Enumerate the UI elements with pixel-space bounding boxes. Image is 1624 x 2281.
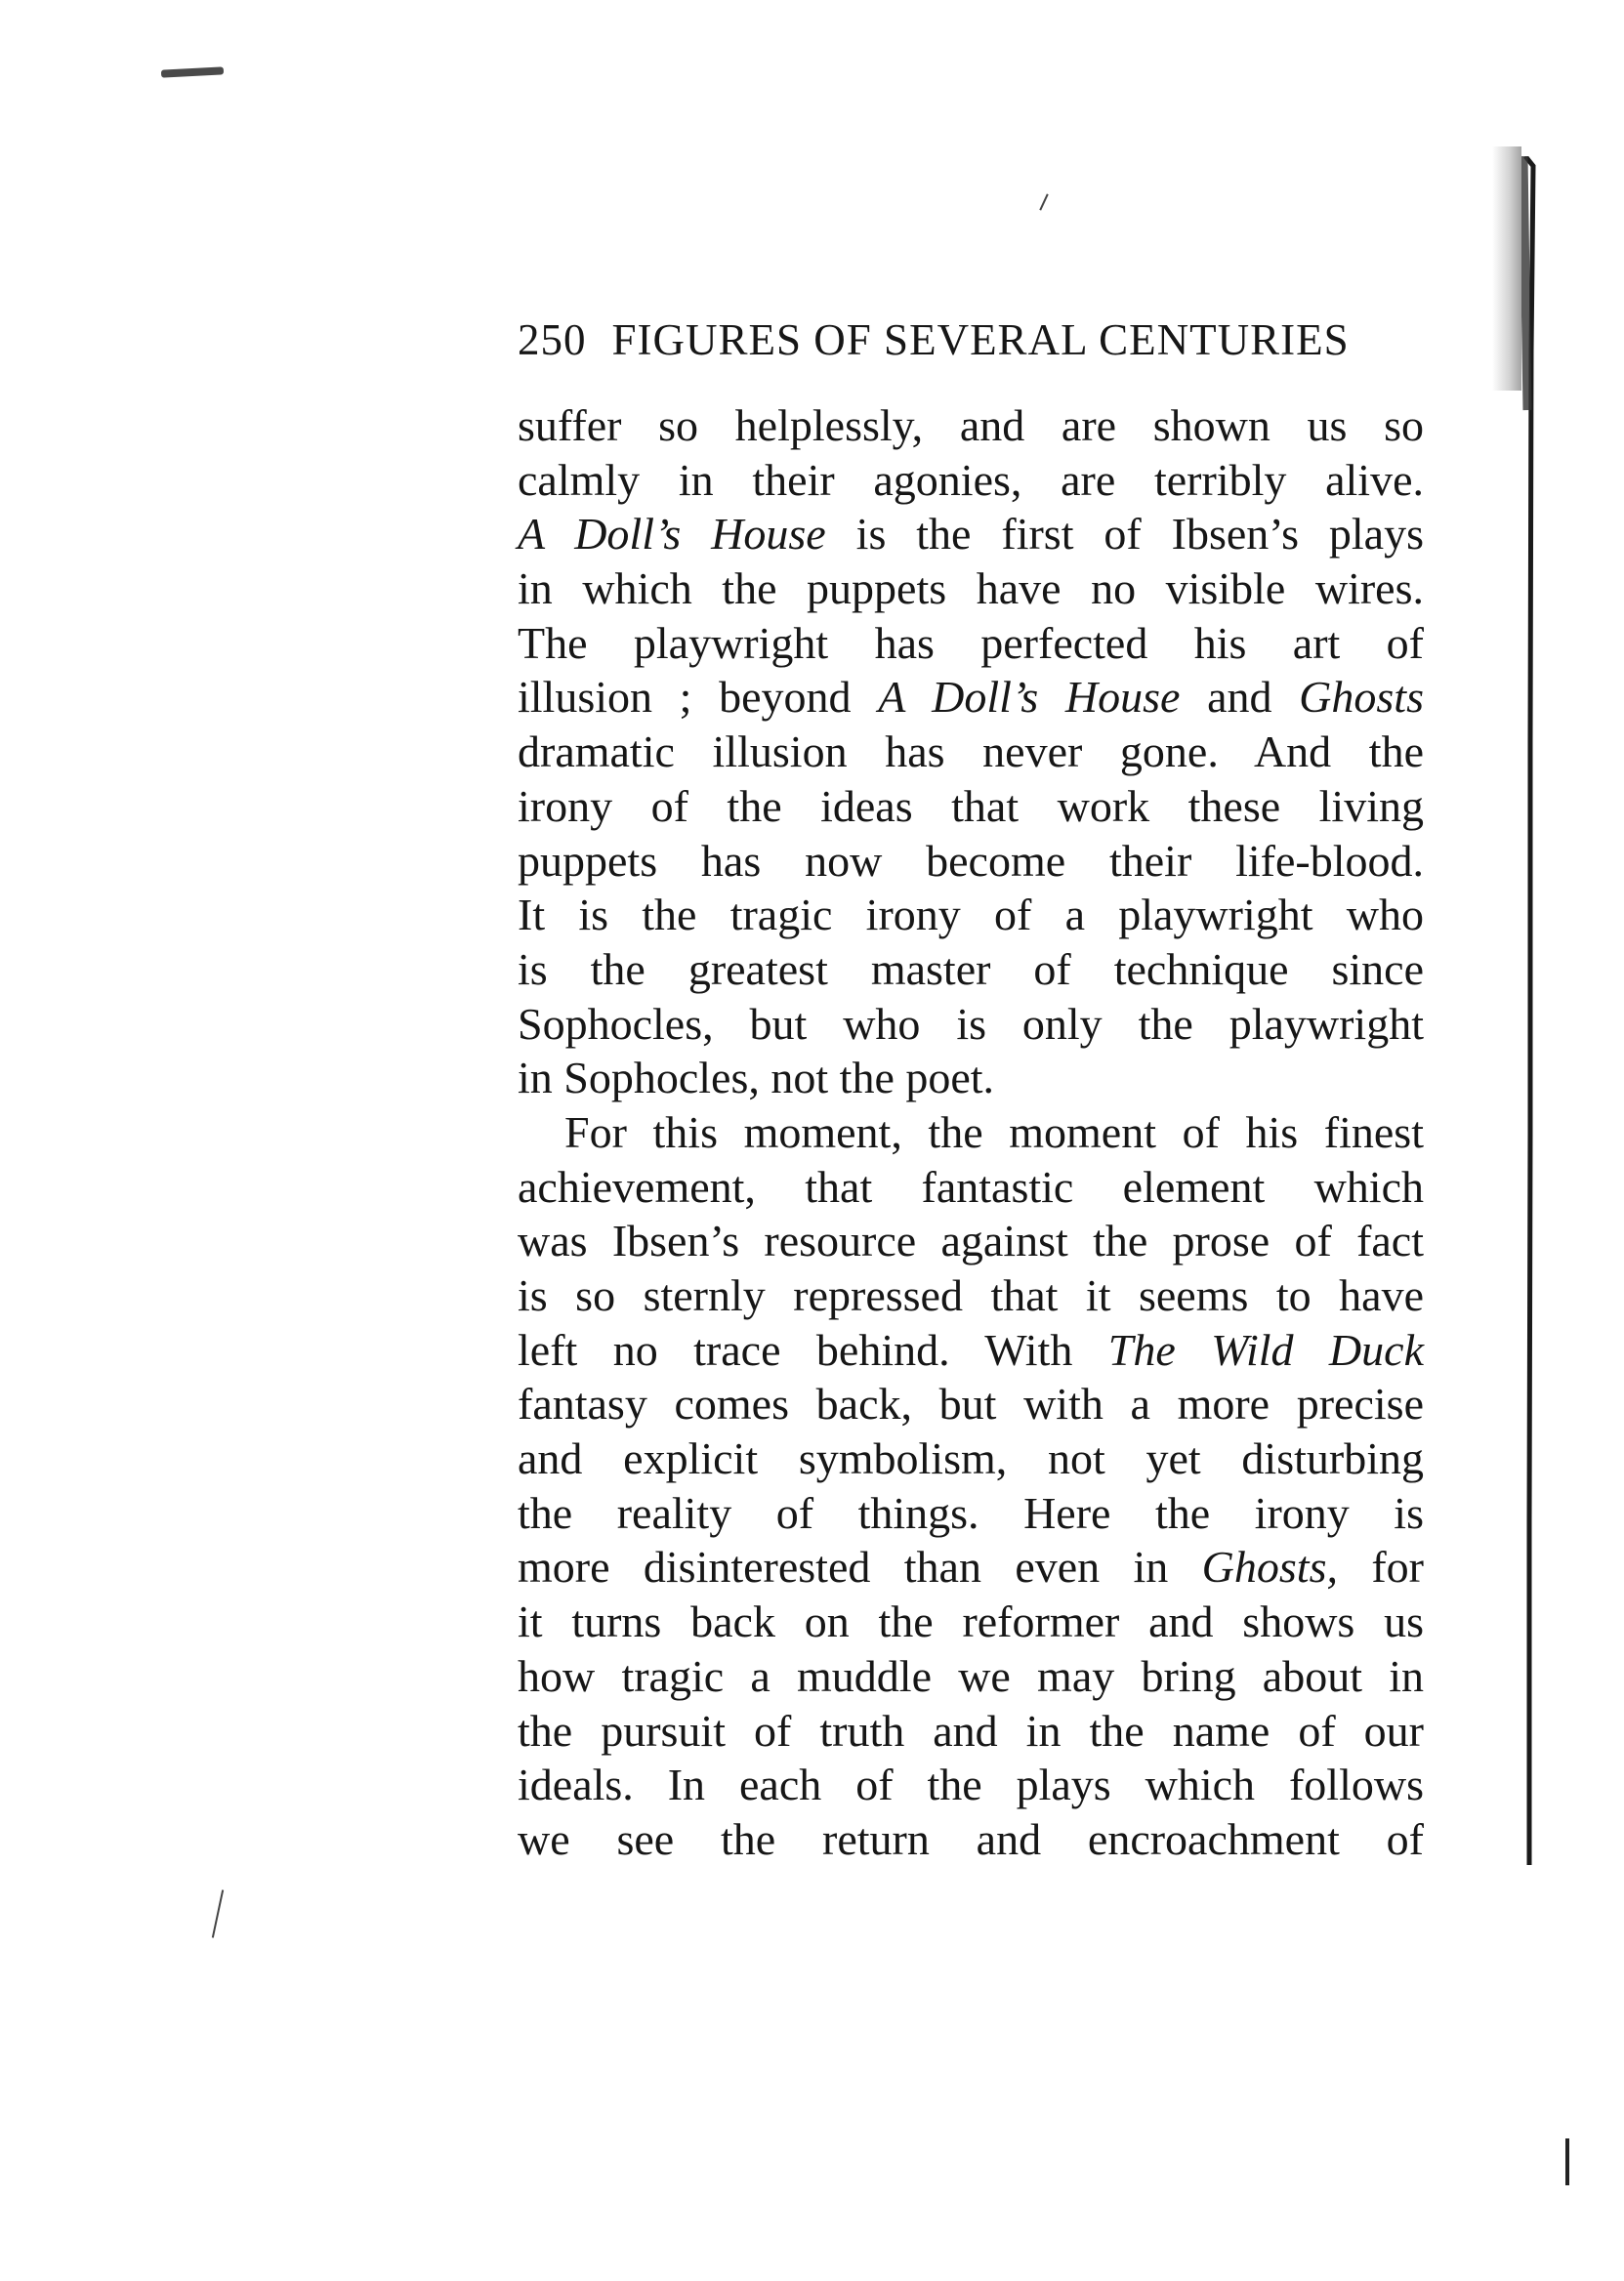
stray-mark — [1565, 2138, 1569, 2185]
text-segment: in Sophocles, not the poet. — [518, 1053, 995, 1103]
text-line — [518, 725, 1424, 779]
text-segment: and explicit symbolism, not yet disturbing — [518, 1433, 1424, 1484]
text-line — [518, 507, 1424, 561]
text-segment: For this moment, the moment of his finest — [564, 1106, 1424, 1157]
body-text — [518, 398, 1424, 1867]
text-line — [518, 670, 1424, 725]
running-title: FIGURES OF SEVERAL CENTURIES — [611, 315, 1350, 364]
text-segment: the pursuit of truth and in the name of our — [518, 1705, 1424, 1756]
text-line — [518, 398, 1424, 453]
text-line — [518, 616, 1424, 671]
page-number: 250 — [518, 315, 587, 364]
italic-title: A Doll’s House — [518, 509, 826, 560]
text-segment: achievement, that fantastic element which — [518, 1161, 1424, 1212]
text-segment: fantasy comes back, but with a more precise — [518, 1379, 1424, 1430]
text-line — [518, 1431, 1424, 1486]
text-line — [518, 453, 1424, 508]
text-segment: left no trace behind. With — [518, 1324, 1108, 1375]
text-line — [518, 1323, 1424, 1378]
text-segment: suffer so helplessly, and are shown us so — [518, 400, 1424, 450]
text-line — [518, 1051, 1424, 1105]
text-segment: is the greatest master of technique since — [518, 943, 1424, 994]
text-line — [518, 888, 1424, 942]
text-segment: more disinterested than even in — [518, 1542, 1202, 1593]
text-segment: illusion ; beyond — [518, 672, 879, 723]
text-segment: we see the return and encroachment of — [518, 1813, 1424, 1864]
binding-shadow — [1492, 146, 1521, 391]
text-segment: puppets has now become their life-blood. — [518, 835, 1424, 886]
text-segment: dramatic illusion has never gone. And the — [518, 726, 1424, 777]
text-segment: ideals. In each of the plays which follows — [518, 1760, 1424, 1810]
text-segment: Sophocles, but who is only the playwright — [518, 998, 1424, 1049]
stray-mark — [1039, 193, 1048, 210]
text-segment: calmly in their agonies, are terribly alive. — [518, 454, 1424, 505]
text-line — [518, 1105, 1424, 1160]
text-segment: The playwright has perfected his art of — [518, 617, 1424, 668]
italic-title: Ghosts — [1299, 672, 1424, 723]
stray-mark — [212, 1889, 224, 1937]
text-line — [518, 997, 1424, 1052]
italic-title: A Doll’s House — [878, 672, 1181, 723]
text-segment: is so sternly repressed that it seems to have — [518, 1270, 1424, 1320]
text-line — [518, 1540, 1424, 1595]
italic-title: The Wild Duck — [1107, 1324, 1424, 1375]
text-line — [518, 1758, 1424, 1812]
text-segment: how tragic a muddle we may bring about in — [518, 1650, 1424, 1701]
text-line — [518, 834, 1424, 889]
text-segment: the reality of things. Here the irony is — [518, 1487, 1424, 1538]
text-line — [518, 779, 1424, 834]
text-line — [518, 1649, 1424, 1704]
text-line — [518, 561, 1424, 616]
text-line — [518, 1214, 1424, 1268]
text-line — [518, 1377, 1424, 1431]
text-line — [518, 1268, 1424, 1323]
text-segment: irony of the ideas that work these living — [518, 780, 1424, 831]
text-segment: in which the puppets have no visible wires. — [518, 563, 1424, 614]
italic-title: Ghosts, — [1201, 1542, 1338, 1593]
text-line — [518, 1595, 1424, 1649]
scan-smudge — [161, 66, 224, 77]
text-line — [518, 942, 1424, 997]
text-segment: is the first of Ibsen’s plays — [825, 509, 1424, 560]
text-line — [518, 1486, 1424, 1541]
text-line — [518, 1704, 1424, 1759]
text-segment: was Ibsen’s resource against the prose of fact — [518, 1216, 1424, 1266]
text-segment: for — [1337, 1542, 1424, 1593]
page-binding-edge — [1521, 156, 1539, 1865]
text-segment: it turns back on the reformer and shows us — [518, 1597, 1424, 1647]
text-segment: and — [1180, 672, 1300, 723]
text-segment: It is the tragic irony of a playwright who — [518, 890, 1424, 940]
text-line — [518, 1812, 1424, 1867]
text-line — [518, 1160, 1424, 1215]
running-header — [518, 311, 1436, 369]
